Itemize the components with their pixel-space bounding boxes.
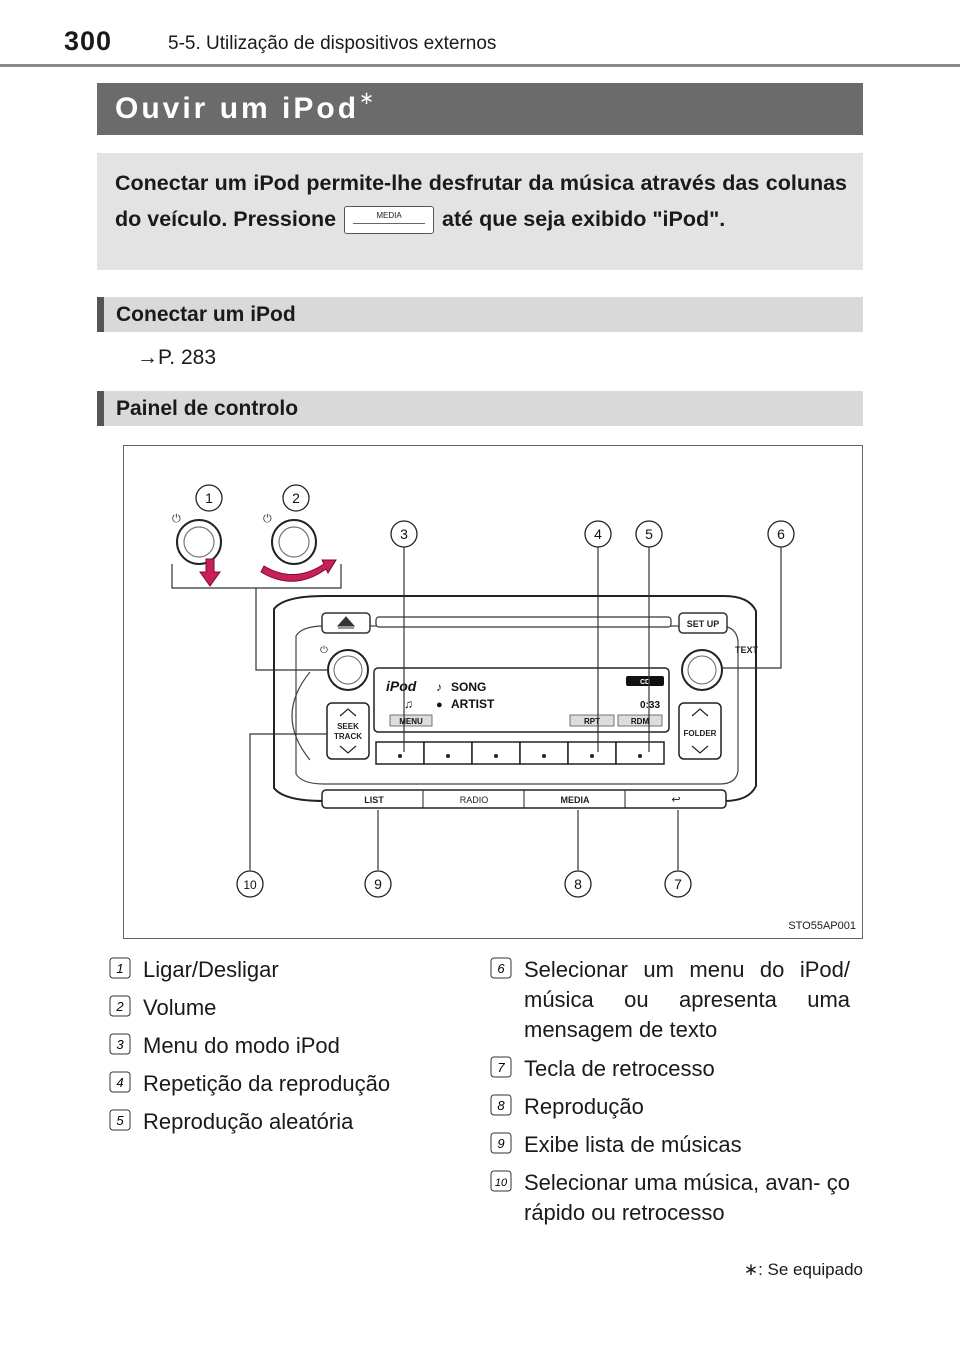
callout-3: 3 <box>400 526 408 542</box>
svg-text:10: 10 <box>494 1177 508 1189</box>
control-panel-figure <box>123 445 863 939</box>
svg-text:7: 7 <box>497 1060 505 1075</box>
display-artist: ARTIST <box>451 697 495 711</box>
number-badge-icon <box>490 1056 512 1078</box>
section-heading: 5-5. Utilização de dispositivos externos <box>168 33 497 54</box>
artist-icon: ● <box>436 699 443 711</box>
display-song: SONG <box>451 680 487 694</box>
figure-code: STO55AP001 <box>788 920 856 932</box>
seek-track-button[interactable] <box>327 703 369 759</box>
cd-slot <box>376 617 671 627</box>
svg-text:8: 8 <box>497 1098 505 1113</box>
folder-note-icon: ♫ <box>404 697 413 711</box>
svg-text:6: 6 <box>497 961 505 976</box>
number-badge-icon <box>109 1109 131 1131</box>
preset-button-row[interactable] <box>376 742 664 764</box>
header-rule <box>0 64 960 67</box>
volume-icon-detail: ⏻ <box>263 513 272 525</box>
section-title-panel: Painel de controlo <box>116 397 299 420</box>
svg-text:CD: CD <box>639 679 651 686</box>
callout-9: 9 <box>374 876 382 892</box>
text-label: TEXT <box>735 645 759 655</box>
callout-2: 2 <box>292 490 300 506</box>
number-badge-icon <box>490 1132 512 1154</box>
page-reference: →P. 283 <box>137 346 217 369</box>
page-title: Ouvir um iPod∗ <box>115 88 375 125</box>
number-badge-icon <box>109 1033 131 1055</box>
svg-text:FOLDER: FOLDER <box>683 729 717 738</box>
svg-text:4: 4 <box>116 1075 124 1090</box>
section-title-connect: Conectar um iPod <box>116 303 296 326</box>
back-icon[interactable]: ↩ <box>671 794 681 806</box>
callout-5: 5 <box>645 526 653 542</box>
section-bar-panel <box>97 391 863 426</box>
number-badge-icon <box>490 957 512 979</box>
audio-unit-illustration <box>124 446 862 938</box>
page-number: 300 <box>64 26 113 56</box>
display-source: iPod <box>386 678 417 694</box>
svg-text:1: 1 <box>116 961 124 976</box>
display-time: 0:33 <box>639 700 660 711</box>
setup-label: SET UP <box>686 619 720 629</box>
number-badge-icon <box>109 1071 131 1093</box>
list-button[interactable]: LIST <box>364 795 384 805</box>
callout-6: 6 <box>777 526 785 542</box>
asterisk-mark: ∗ <box>359 88 375 108</box>
intro-box <box>97 153 863 270</box>
svg-text:9: 9 <box>497 1136 505 1151</box>
power-icon: ⏻ <box>320 645 328 656</box>
svg-text:TRACK: TRACK <box>334 732 362 741</box>
number-badge-icon <box>109 957 131 979</box>
callout-10: 10 <box>243 878 257 892</box>
display-menu: MENU <box>399 717 423 726</box>
power-icon-detail: ⏻ <box>172 513 181 525</box>
display-rdm: RDM <box>630 717 650 726</box>
radio-button[interactable]: RADIO <box>459 795 489 805</box>
music-note-icon: ♪ <box>436 680 442 694</box>
number-badge-icon <box>490 1094 512 1116</box>
svg-text:3: 3 <box>116 1037 124 1052</box>
callout-1: 1 <box>205 490 213 506</box>
title-bar <box>97 83 863 135</box>
number-badge-icon <box>490 1170 512 1192</box>
number-badge-icon <box>109 995 131 1017</box>
callout-8: 8 <box>574 876 582 892</box>
media-key-icon: MEDIA <box>344 206 434 234</box>
media-button[interactable]: MEDIA <box>560 795 590 805</box>
section-bar-connect <box>97 297 863 332</box>
svg-text:SEEK: SEEK <box>337 722 359 731</box>
callout-4: 4 <box>594 526 602 542</box>
callout-7: 7 <box>674 876 682 892</box>
intro-text: Conectar um iPod permite-lhe desfrutar da música através das colunas do veículo. Pressione MEDIA até que seja exibido "iPod". <box>115 165 847 237</box>
display-rpt: RPT <box>584 717 600 726</box>
svg-text:2: 2 <box>116 999 124 1014</box>
footnote: ∗: Se equipado <box>743 1260 863 1279</box>
svg-text:5: 5 <box>116 1113 124 1128</box>
